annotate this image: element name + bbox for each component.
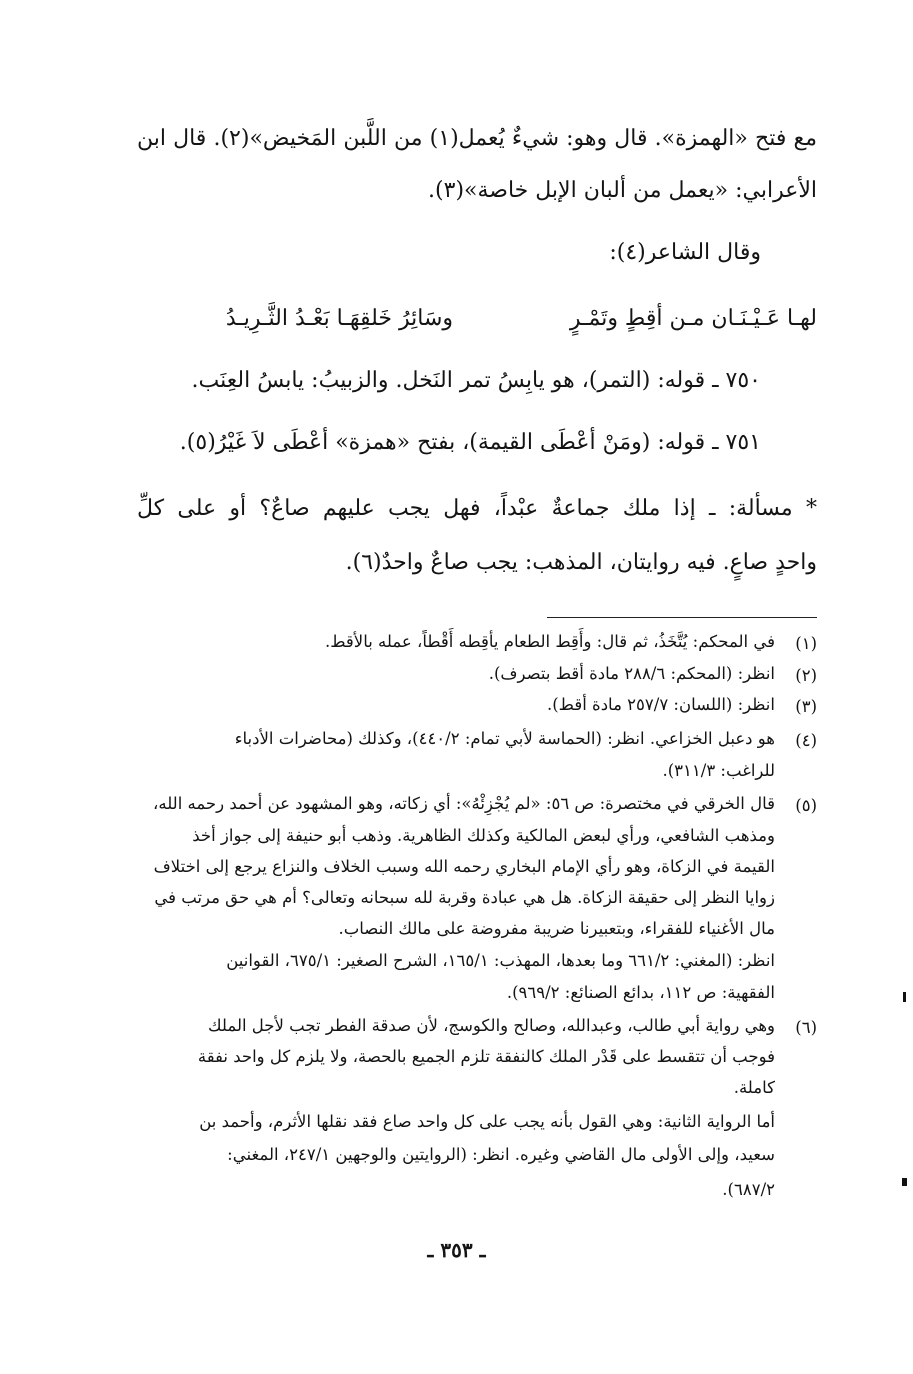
footnote-text: أما الرواية الثانية: وهي القول بأنه يجب على كل واحد صاع فقد نقلها الأثرم، وأحمد بن (199, 1112, 775, 1131)
body-line-5: ٧٥٠ ـ قوله: (التمر)، هو يابِسُ تمر النَخل. والزبيبُ: يابسُ العِنَب. (191, 368, 761, 393)
footnote-number: (٦) (795, 1018, 817, 1037)
verse-first-hemistich: لهـا عَـيْـنَـان مـن أقِطٍ وتَمْـرٍ (569, 306, 817, 331)
footnote-text: انظر: (اللسان: ٢٥٧/٧ مادة أقط). (547, 695, 775, 714)
footnote-text: زوايا النظر إلى حقيقة الزكاة. هل هي عبادة وقربة لله سبحانه وتعالى؟ أم هي حق مرتب في (154, 888, 775, 907)
scan-mark (903, 992, 906, 1002)
footnote-text: فوجب أن تتقسط على قَدْر الملك كالنفقة تلزم الجميع بالحصة، ولا يلزم كل واحد نفقة (197, 1047, 775, 1066)
footnote-number: (٥) (795, 796, 817, 815)
footnote-text: قال الخرقي في مختصرة: ص ٥٦: «لم يُجْزِئْهُ»: أي زكاته، وهو المشهود عن أحمد رحمه الله، (153, 794, 775, 813)
footnote-number: (٤) (795, 731, 817, 750)
footnote-text: ومذهب الشافعي، ورأي لبعض المالكية وكذلك الظاهرية. وذهب أبو حنيفة إلى جواز أخذ (192, 826, 775, 845)
footnote-separator (547, 617, 817, 618)
footnote-text: كاملة. (733, 1078, 775, 1097)
footnote-number: (١) (795, 634, 817, 653)
verse-second-hemistich: وسَائِرُ خَلقِهَـا بَعْـدُ الثَّـرِيـدُ (225, 306, 453, 331)
body-line-1: مع فتح «الهمزة». قال وهو: شيءٌ يُعمل(١) من اللَّبن المَخيض»(٢). قال ابن (137, 126, 817, 151)
body-line-2: الأعرابي: «يعمل من ألبان الإبل خاصة»(٣). (428, 178, 817, 203)
body-line-6: ٧٥١ ـ قوله: (ومَنْ أعْطَى القيمة)، بفتح «همزة» أعْطَى لاَ غَيْرُ(٥). (179, 430, 761, 455)
footnote-text: مال الأغنياء للفقراء، وبتعبيرنا ضريبة مفروضة على مالك النصاب. (338, 919, 775, 938)
footnote-text: الفقهية: ص ١١٢، بدائع الصنائع: ٩٦٩/٢). (506, 983, 775, 1002)
footnote-text: ٦٨٧/٢). (722, 1180, 775, 1199)
body-line-7: * مسألة: ـ إذا ملك جماعةٌ عبْداً، فهل يجب عليهم صاعٌ؟ أو على كلِّ (137, 496, 817, 521)
footnote-number: (٢) (795, 666, 817, 685)
footnote-text: وهي رواية أبي طالب، وعبدالله، وصالح والكوسج، لأن صدقة الفطر تجب لأجل الملك (208, 1016, 775, 1035)
body-line-8: واحدٍ صاعٍ. فيه روايتان، المذهب: يجب صاعٌ واحدٌ(٦). (345, 550, 817, 575)
scan-mark (902, 1178, 907, 1186)
page-number: ـ ٣٥٣ ـ (427, 1238, 486, 1262)
footnote-text: سعيد، وإلى الأولى مال القاضي وغيره. انظر: (الروايتين والوجهين ٢٤٧/١، المغني: (227, 1145, 775, 1164)
footnote-number: (٣) (795, 697, 817, 716)
footnote-text: القيمة في الزكاة، وهو رأي الإمام البخاري رحمه الله وسبب الخلاف والنزاع يرجع إلى اختلاف (153, 857, 775, 876)
footnote-text: في المحكم: يُتَّخَذُ، ثم قال: وأَقِط الطعام يأقِطه أَقْطاً، عمله بالأقط. (324, 632, 775, 651)
body-line-3: وقال الشاعر(٤): (609, 240, 761, 265)
footnote-text: للراغب: ٣١١/٣). (662, 761, 775, 780)
footnote-text: انظر: (المحكم: ٢٨٨/٦ مادة أقط بتصرف). (488, 664, 775, 683)
footnote-text: هو دعبل الخزاعي. انظر: (الحماسة لأبي تمام: ٤٤٠/٢)، وكذلك (محاضرات الأدباء (234, 729, 775, 748)
footnote-text: انظر: (المغني: ٦٦١/٢ وما بعدها، المهذب: ١٦٥/١، الشرح الصغير: ٦٧٥/١، القوانين (226, 951, 775, 970)
